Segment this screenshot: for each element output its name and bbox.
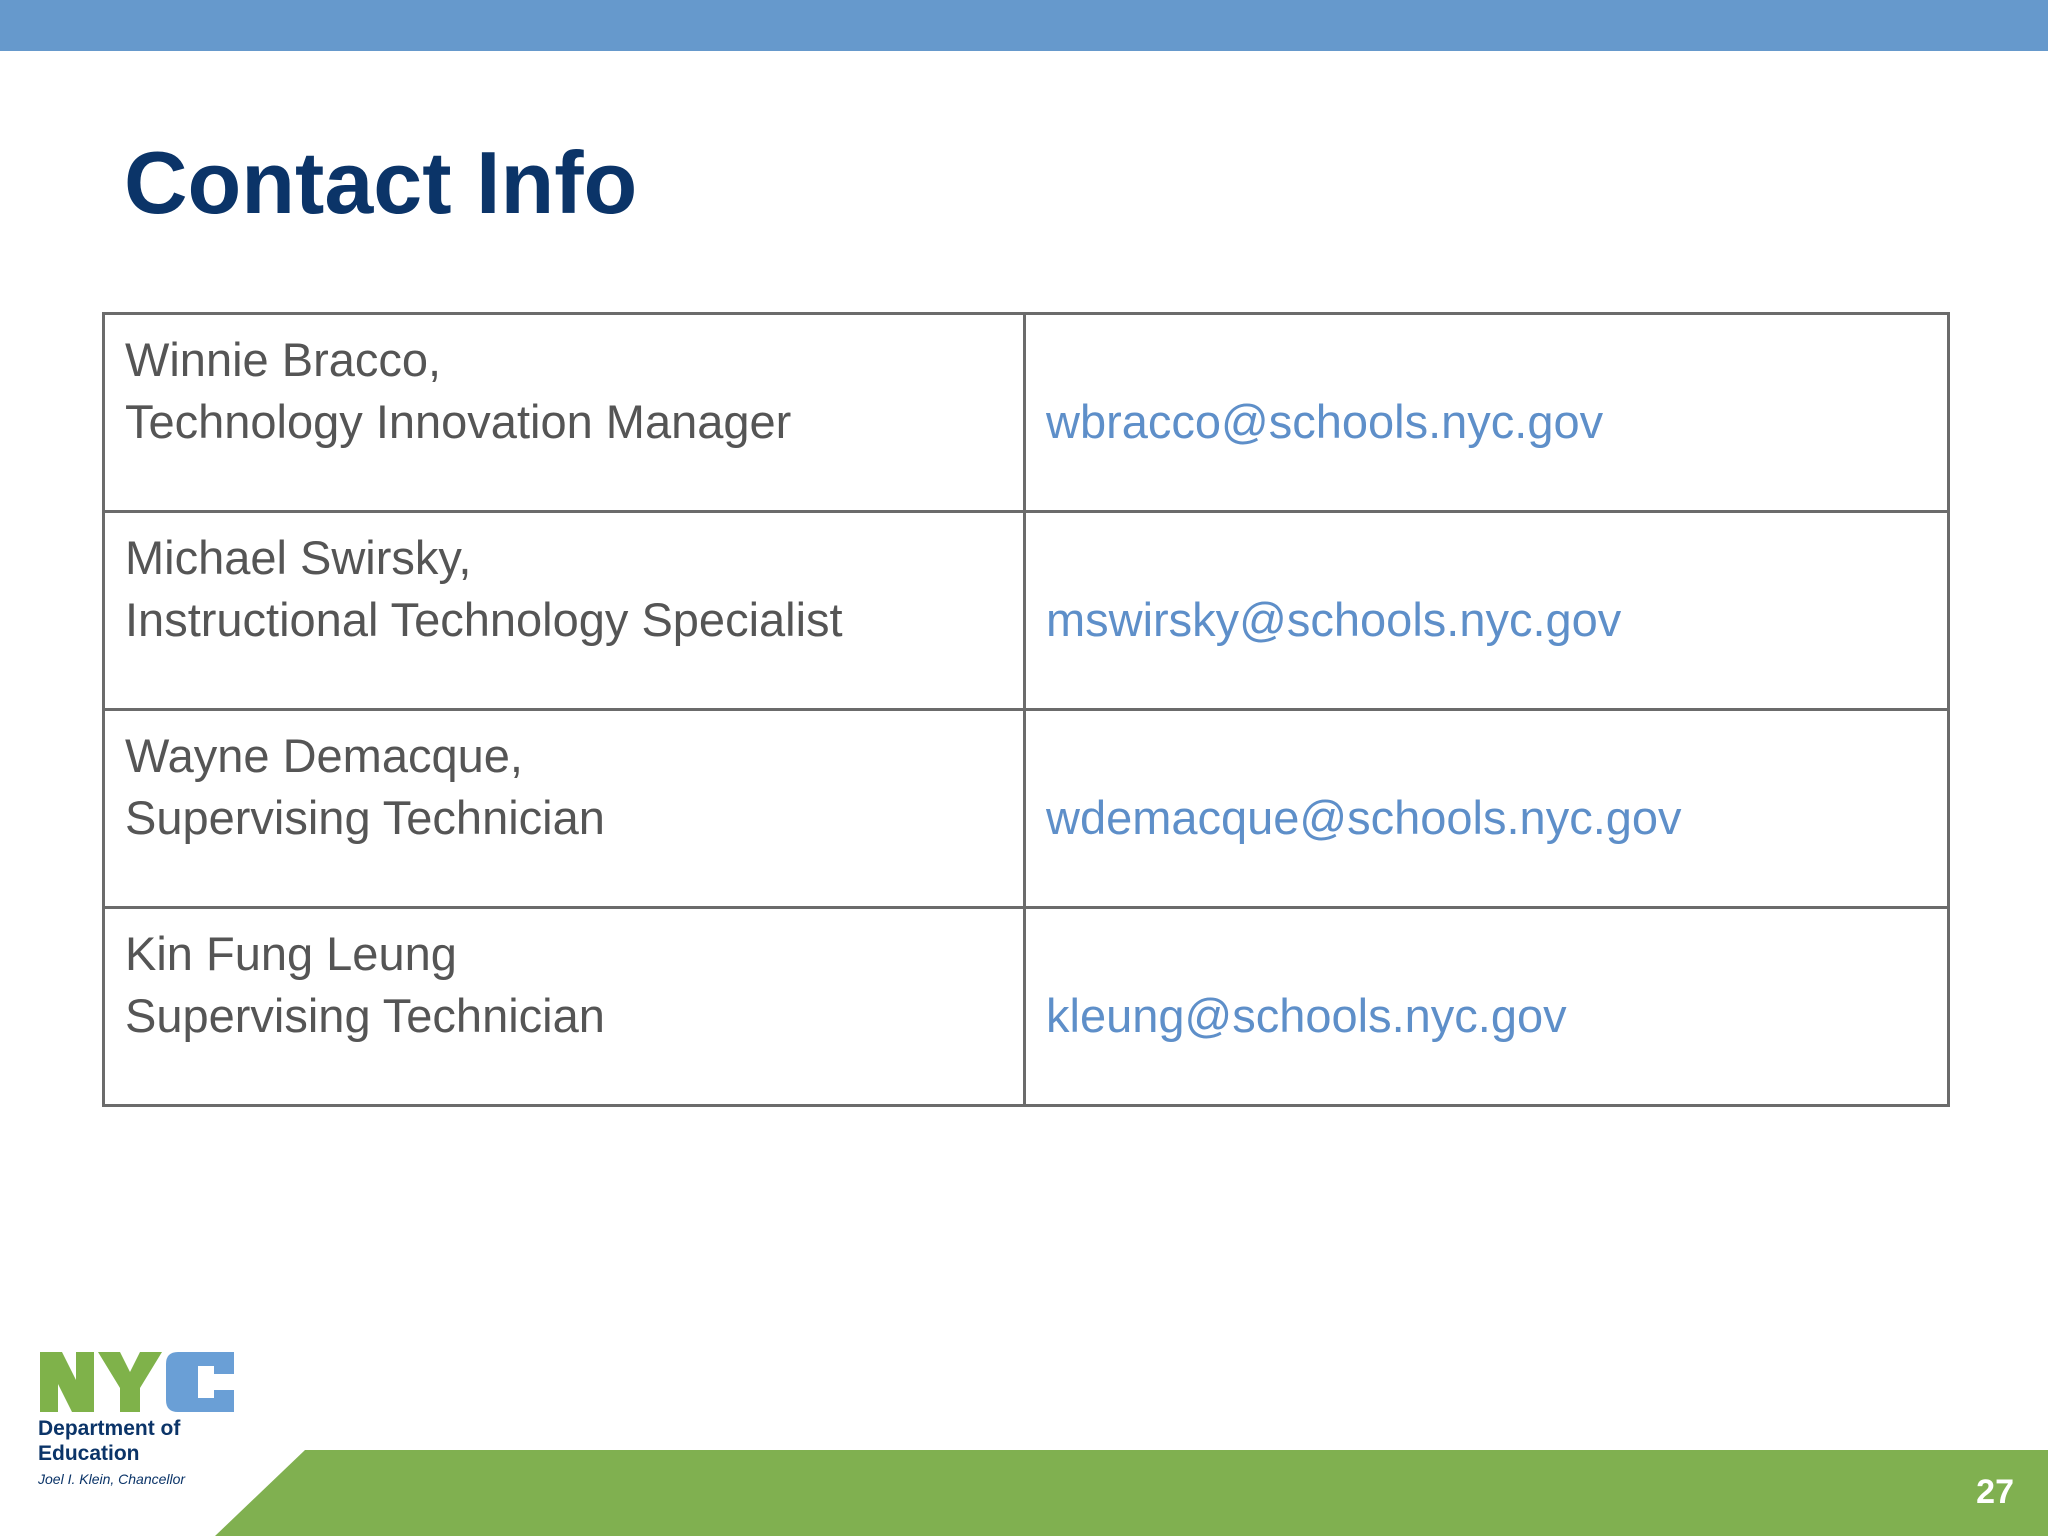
top-accent-bar [0,0,2048,51]
footer-green-band [0,1450,2048,1536]
table-row [104,314,1949,512]
slide-title: Contact Info [124,133,638,232]
contact-email-link[interactable]: kleung@schools.nyc.gov [1046,989,1567,1042]
table-row [104,908,1949,1106]
logo-department-line: Department of [38,1417,181,1440]
contact-name-cell [104,314,1025,512]
contact-email-cell [1025,512,1949,710]
table-row [104,710,1949,908]
contact-email-link[interactable]: wdemacque@schools.nyc.gov [1046,791,1682,844]
nyc-wordmark-logo [38,1348,238,1416]
contact-email-cell [1025,908,1949,1106]
contact-role: Supervising Technician [125,989,605,1042]
contact-name-cell [104,710,1025,908]
contact-name-cell [104,512,1025,710]
contact-name: Wayne Demacque, [125,729,523,782]
contact-name: Winnie Bracco, [125,333,442,386]
logo-education-line: Education [38,1442,140,1465]
table-row [104,512,1949,710]
contact-table [102,312,1950,1107]
contact-name-cell [104,908,1025,1106]
page-number: 27 [1976,1473,2014,1511]
contact-role: Instructional Technology Specialist [125,593,843,646]
nyc-doe-logo [38,1348,248,1488]
contact-email-link[interactable]: mswirsky@schools.nyc.gov [1046,593,1622,646]
contact-email-cell [1025,314,1949,512]
contact-role: Technology Innovation Manager [125,395,792,448]
contact-name: Kin Fung Leung [125,927,457,980]
contact-email-cell [1025,710,1949,908]
logo-chancellor-line: Joel I. Klein, Chancellor [38,1471,186,1487]
contact-name: Michael Swirsky, [125,531,472,584]
contact-role: Supervising Technician [125,791,605,844]
contact-email-link[interactable]: wbracco@schools.nyc.gov [1046,395,1604,448]
